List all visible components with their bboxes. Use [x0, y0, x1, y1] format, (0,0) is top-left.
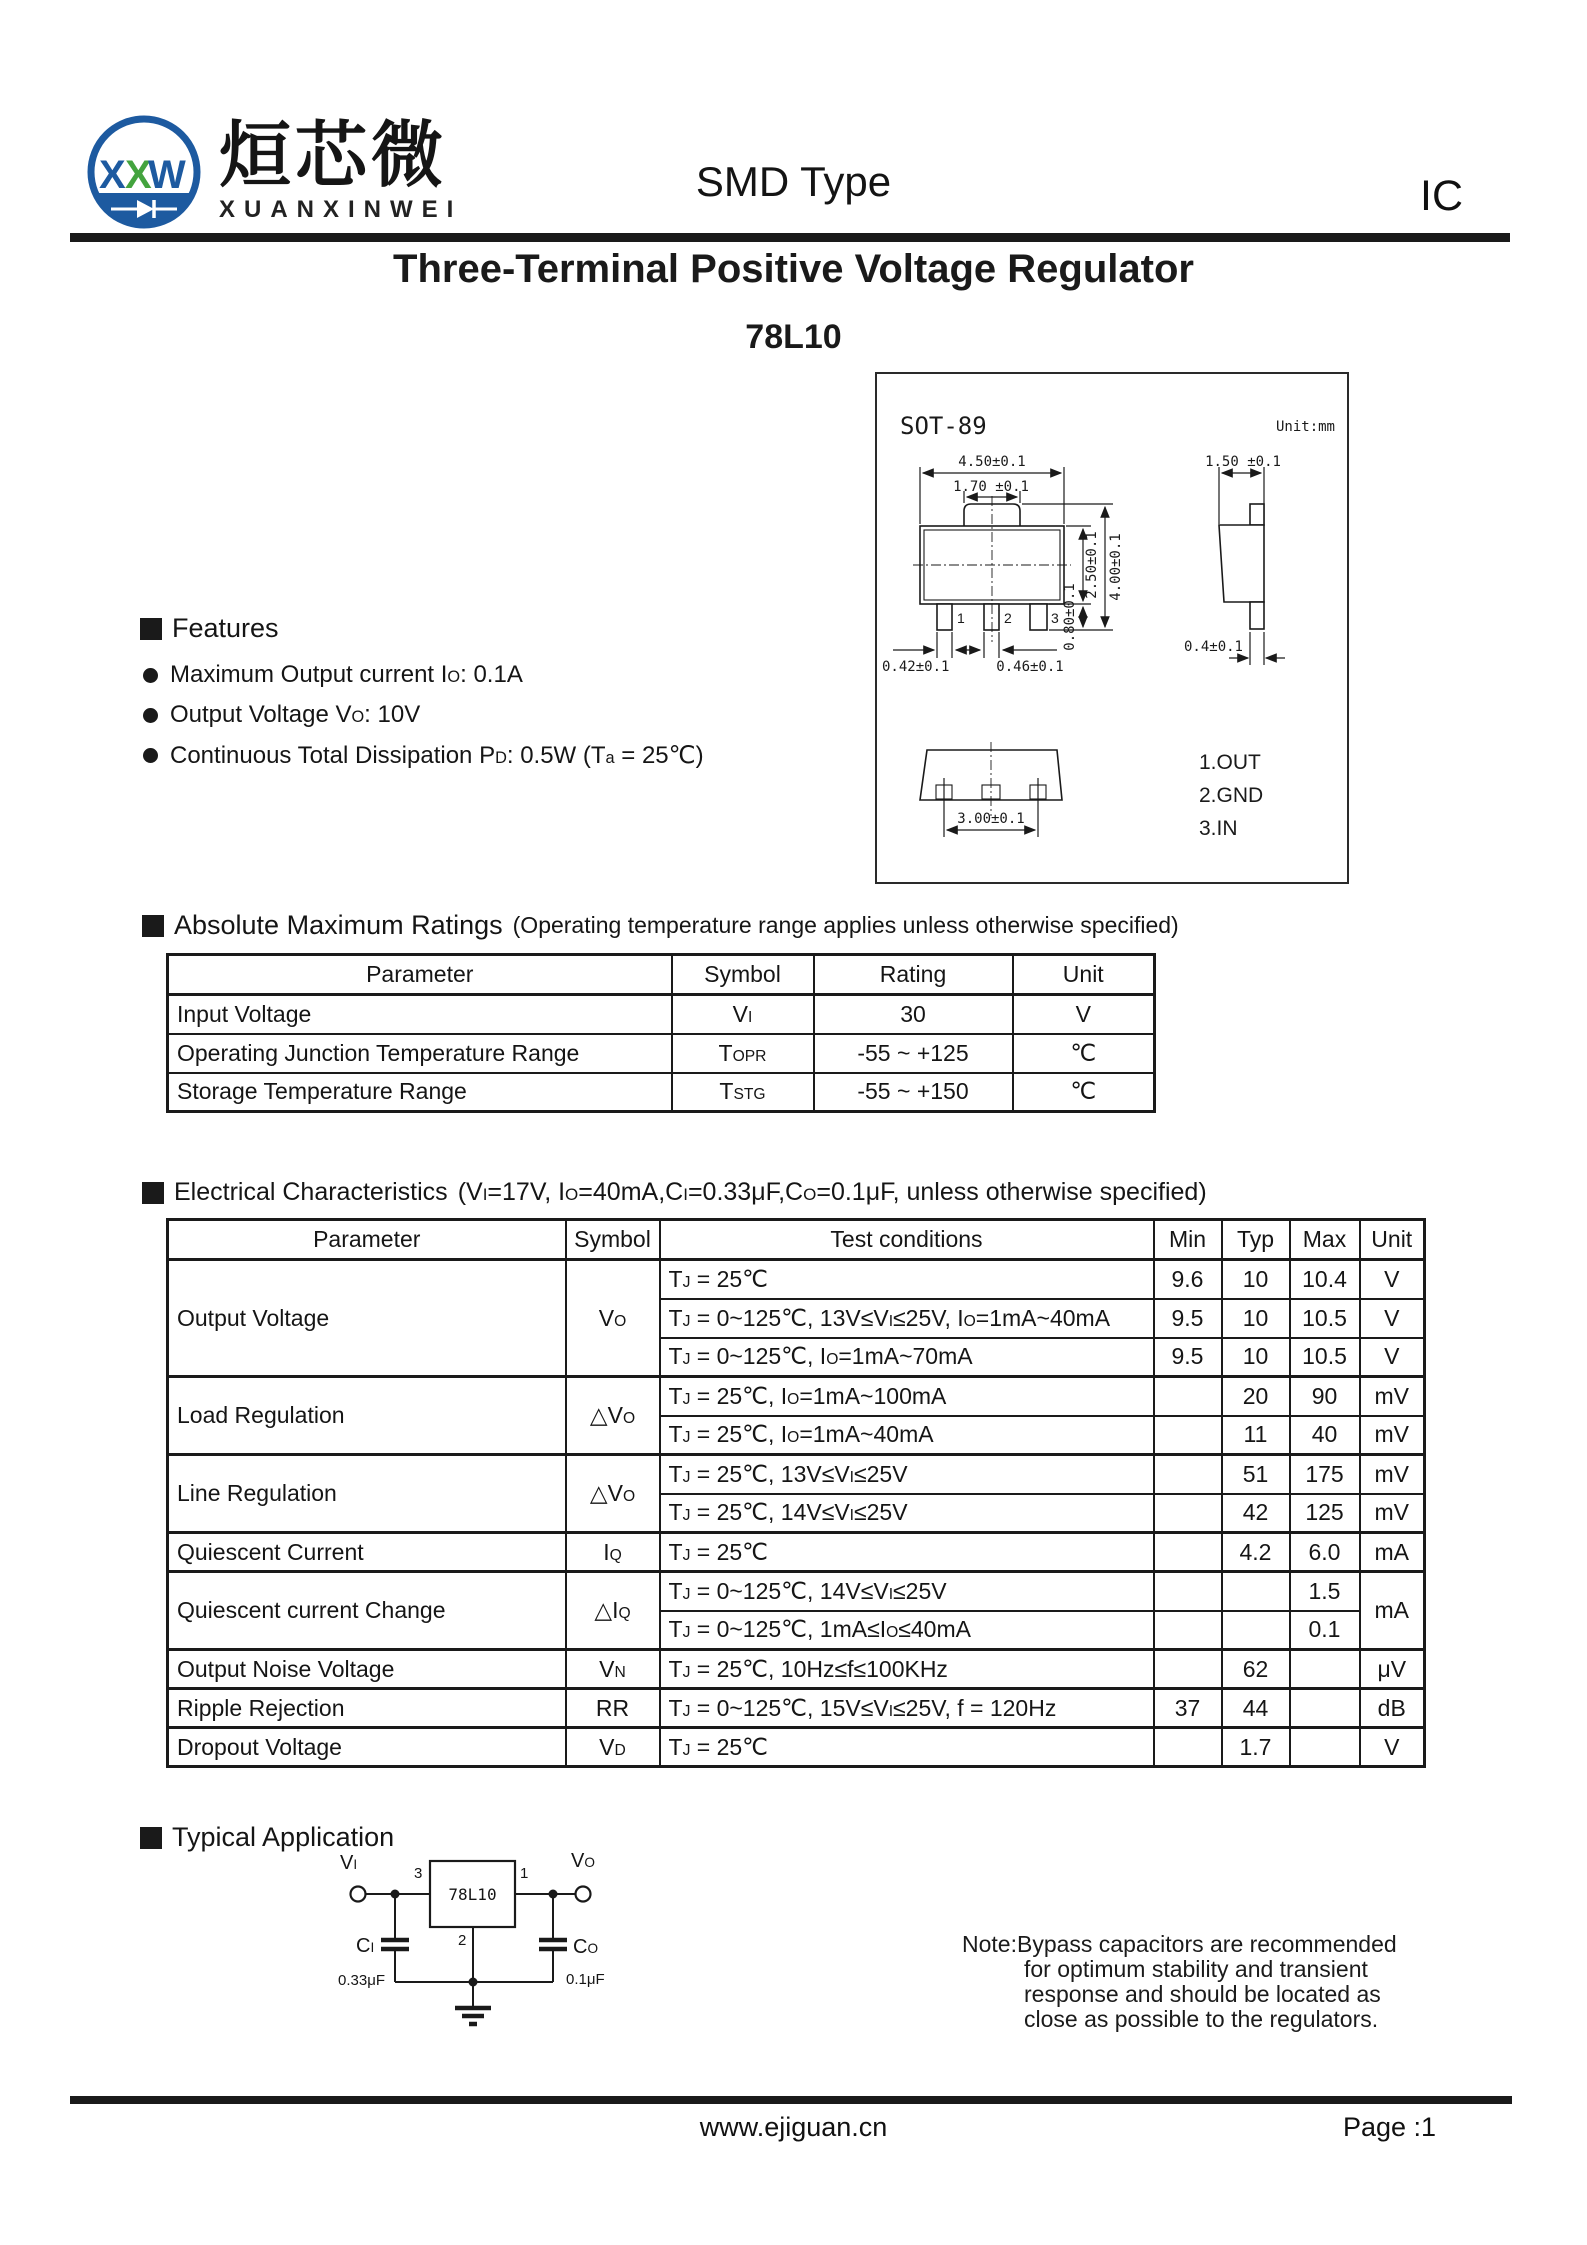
table-cell: VI	[672, 995, 814, 1034]
ground-icon	[455, 1982, 491, 2024]
column-header: Rating	[814, 955, 1013, 995]
table-cell: 1.5	[1290, 1572, 1360, 1611]
table-cell: mA	[1360, 1533, 1425, 1572]
table-cell: 0.1	[1290, 1611, 1360, 1650]
table-row	[168, 1728, 1425, 1767]
app-heading	[140, 1822, 394, 1853]
table-row	[168, 1260, 1425, 1299]
table-row	[168, 1572, 1425, 1611]
table-cell: -55 ~ +150	[814, 1073, 1013, 1112]
regulator-label: 78L10	[448, 1885, 497, 1904]
table-cell: 9.5	[1154, 1338, 1222, 1377]
amr-heading-label: Absolute Maximum Ratings	[174, 910, 503, 940]
table-cell: △VO	[566, 1377, 660, 1455]
pin-function-list	[1199, 751, 1263, 840]
table-cell: 11	[1222, 1416, 1290, 1455]
table-cell: VO	[566, 1260, 660, 1377]
dim-pin-thickness: 0.4±0.1	[1183, 639, 1243, 655]
table-cell: Line Regulation	[168, 1455, 566, 1533]
cin-value: 0.33μF	[338, 1972, 385, 1989]
feature-text: Output Voltage VO: 10V	[170, 701, 421, 728]
dim-thickness: 1.50 ±0.1	[1205, 454, 1281, 470]
page-title: Three-Terminal Positive Voltage Regulator	[393, 247, 1194, 291]
column-header: Symbol	[672, 955, 814, 995]
table-row	[168, 1533, 1425, 1572]
table-cell: V	[1360, 1728, 1425, 1767]
table-cell: V	[1013, 995, 1155, 1034]
logo-letter: X	[99, 153, 126, 197]
table-cell	[1154, 1650, 1222, 1689]
bottom-view	[920, 742, 1062, 837]
table-cell: 42	[1222, 1494, 1290, 1533]
vout-label: VO	[571, 1850, 595, 1872]
features-list	[143, 655, 704, 775]
note-line: close as possible to the regulators.	[1024, 2006, 1379, 2032]
table-cell: TJ = 0~125℃, IO=1mA~70mA	[660, 1338, 1154, 1377]
footer-website: www.ejiguan.cn	[699, 2112, 888, 2142]
table-cell: TJ = 25℃	[660, 1260, 1154, 1299]
company-name-en: XUANXINWEI	[219, 196, 463, 223]
ec-subheading: (VI=17V, IO=40mA,CI=0.33μF,CO=0.1μF, unless otherwise specified)	[457, 1178, 1207, 1206]
table-cell: V	[1360, 1338, 1425, 1377]
logo-letter: W	[148, 153, 186, 197]
bullet-icon	[143, 708, 158, 723]
table-cell: V	[1360, 1299, 1425, 1338]
note-line: response and should be located as	[1024, 1981, 1381, 2007]
table-cell: Dropout Voltage	[168, 1728, 566, 1767]
table-cell	[1222, 1572, 1290, 1611]
table-cell: TJ = 0~125℃, 13V≤VI≤25V, IO=1mA~40mA	[660, 1299, 1154, 1338]
pin-number: 2	[1004, 610, 1012, 626]
table-cell: TJ = 0~125℃, 1mA≤IO≤40mA	[660, 1611, 1154, 1650]
pin-function: 1.OUT	[1199, 751, 1261, 774]
table-row	[168, 1073, 1155, 1112]
table-cell: 37	[1154, 1689, 1222, 1728]
logo-letter: X	[125, 153, 152, 197]
table-row	[168, 1455, 1425, 1494]
table-cell: Output Voltage	[168, 1260, 566, 1377]
table-cell: TJ = 25℃	[660, 1533, 1154, 1572]
pin-number: 1	[957, 610, 965, 626]
table-cell: 125	[1290, 1494, 1360, 1533]
table-cell: 4.2	[1222, 1533, 1290, 1572]
company-name-cn: 烜芯微	[219, 116, 448, 196]
table-cell: 30	[814, 995, 1013, 1034]
amr-heading	[142, 910, 1179, 941]
column-header: Parameter	[168, 955, 672, 995]
vin-label: VI	[340, 1852, 358, 1874]
front-view	[882, 454, 1124, 675]
header-rule	[70, 233, 1510, 242]
table-cell: dB	[1360, 1689, 1425, 1728]
table-cell	[1154, 1494, 1222, 1533]
table-cell: TSTG	[672, 1073, 814, 1112]
table-cell: TJ = 0~125℃, 15V≤VI≤25V, f = 120Hz	[660, 1689, 1154, 1728]
amr-subheading: (Operating temperature range applies unless otherwise specified)	[512, 912, 1179, 938]
table-cell	[1154, 1611, 1222, 1650]
section-square-icon	[142, 915, 164, 937]
table-cell: 175	[1290, 1455, 1360, 1494]
dim-total-height: 4.00±0.1	[1108, 533, 1124, 601]
table-cell: IQ	[566, 1533, 660, 1572]
table-row	[168, 995, 1155, 1034]
dim-pin-width: 0.42±0.1	[882, 659, 950, 675]
application-circuit	[330, 1850, 630, 2042]
table-cell: mV	[1360, 1494, 1425, 1533]
dim-tab-width: 1.70 ±0.1	[953, 479, 1029, 495]
table-cell	[1154, 1572, 1222, 1611]
table-cell: Load Regulation	[168, 1377, 566, 1455]
table-cell: mA	[1360, 1572, 1425, 1650]
pin-function: 3.IN	[1199, 817, 1238, 840]
table-cell: 51	[1222, 1455, 1290, 1494]
column-header: Min	[1154, 1220, 1222, 1260]
table-cell: Storage Temperature Range	[168, 1073, 672, 1112]
table-cell: 90	[1290, 1377, 1360, 1416]
table-cell: mV	[1360, 1416, 1425, 1455]
table-cell: TJ = 25℃, 13V≤VI≤25V	[660, 1455, 1154, 1494]
application-note	[962, 1932, 1462, 2032]
cout-label: CO	[573, 1936, 599, 1958]
column-header: Max	[1290, 1220, 1360, 1260]
table-cell: TJ = 25℃, 10Hz≤f≤100KHz	[660, 1650, 1154, 1689]
table-cell: △IQ	[566, 1572, 660, 1650]
feature-item	[143, 735, 704, 775]
ec-heading	[142, 1178, 1207, 1207]
table-cell: TJ = 25℃, 14V≤VI≤25V	[660, 1494, 1154, 1533]
input-capacitor-icon	[381, 1894, 409, 1982]
section-square-icon	[140, 618, 162, 640]
unit-label: Unit:mm	[1275, 419, 1335, 435]
dim-body-height: 2.50±0.1	[1084, 531, 1100, 599]
feature-item	[143, 655, 704, 695]
table-cell: TJ = 0~125℃, 14V≤VI≤25V	[660, 1572, 1154, 1611]
table-cell: Output Noise Voltage	[168, 1650, 566, 1689]
table-cell	[1290, 1650, 1360, 1689]
dim-pin-gap: 0.46±0.1	[996, 659, 1064, 675]
table-cell: Ripple Rejection	[168, 1689, 566, 1728]
feature-text: Continuous Total Dissipation PD: 0.5W (Ta = 25℃)	[170, 741, 704, 769]
table-cell: VN	[566, 1650, 660, 1689]
table-cell	[1154, 1533, 1222, 1572]
table-cell: RR	[566, 1689, 660, 1728]
section-square-icon	[142, 1182, 164, 1204]
dim-width: 4.50±0.1	[958, 454, 1026, 470]
ec-heading-label: Electrical Characteristics	[174, 1178, 448, 1206]
category-label: IC	[1420, 172, 1463, 220]
column-header: Unit	[1360, 1220, 1425, 1260]
app-heading-label: Typical Application	[172, 1822, 395, 1852]
table-cell: Quiescent Current	[168, 1533, 566, 1572]
table-cell: 10	[1222, 1260, 1290, 1299]
bullet-icon	[143, 668, 158, 683]
dim-pin-span: 3.00±0.1	[957, 811, 1025, 827]
table-cell	[1290, 1689, 1360, 1728]
table-cell: Input Voltage	[168, 995, 672, 1034]
table-cell	[1154, 1416, 1222, 1455]
table-cell	[1222, 1611, 1290, 1650]
table-cell: -55 ~ +125	[814, 1034, 1013, 1073]
section-square-icon	[140, 1827, 162, 1849]
table-cell: mV	[1360, 1377, 1425, 1416]
table-cell: 10.5	[1290, 1338, 1360, 1377]
table-row	[168, 1650, 1425, 1689]
note-line: Note:Bypass capacitors are recommended	[962, 1931, 1397, 1957]
table-cell: TJ = 25℃, IO=1mA~100mA	[660, 1377, 1154, 1416]
package-drawing	[877, 374, 1347, 882]
table-cell	[1154, 1377, 1222, 1416]
note-line: for optimum stability and transient	[1024, 1956, 1368, 1982]
table-row	[168, 1377, 1425, 1416]
table-cell: 10.4	[1290, 1260, 1360, 1299]
table-cell: Operating Junction Temperature Range	[168, 1034, 672, 1073]
pin-in-label: 3	[414, 1865, 423, 1882]
table-header-row	[168, 955, 1155, 995]
table-cell: 9.5	[1154, 1299, 1222, 1338]
side-view	[1184, 454, 1285, 665]
table-cell: TOPR	[672, 1034, 814, 1073]
table-cell: VD	[566, 1728, 660, 1767]
table-cell: ℃	[1013, 1034, 1155, 1073]
input-terminal-icon	[351, 1887, 366, 1902]
column-header: Parameter	[168, 1220, 566, 1260]
pin-gnd-label: 2	[458, 1932, 467, 1949]
footer-page-number: Page :1	[1343, 2112, 1437, 2142]
table-cell	[1154, 1455, 1222, 1494]
table-cell	[1290, 1728, 1360, 1767]
pin-out-label: 1	[520, 1865, 529, 1882]
output-terminal-icon	[576, 1887, 591, 1902]
table-row	[168, 1034, 1155, 1073]
table-cell: 20	[1222, 1377, 1290, 1416]
column-header: Test conditions	[660, 1220, 1154, 1260]
table-cell: ℃	[1013, 1073, 1155, 1112]
package-name: SOT-89	[900, 412, 987, 440]
table-cell: TJ = 25℃	[660, 1728, 1154, 1767]
output-capacitor-icon	[539, 1894, 567, 1982]
column-header: Unit	[1013, 955, 1155, 995]
table-cell	[1154, 1728, 1222, 1767]
cin-label: CI	[356, 1935, 375, 1957]
column-header: Typ	[1222, 1220, 1290, 1260]
part-number: 78L10	[745, 318, 842, 356]
ec-table	[166, 1218, 1426, 1768]
table-cell: 62	[1222, 1650, 1290, 1689]
column-header: Symbol	[566, 1220, 660, 1260]
pin-number: 3	[1051, 610, 1059, 626]
table-cell: 6.0	[1290, 1533, 1360, 1572]
table-cell: 40	[1290, 1416, 1360, 1455]
table-cell: 10	[1222, 1338, 1290, 1377]
table-cell: μV	[1360, 1650, 1425, 1689]
feature-item	[143, 695, 704, 735]
cout-value: 0.1μF	[566, 1971, 605, 1988]
doc-type-label: SMD Type	[695, 158, 892, 205]
table-cell: V	[1360, 1260, 1425, 1299]
features-heading-label: Features	[172, 613, 279, 643]
amr-table	[166, 953, 1156, 1113]
table-cell: 10	[1222, 1299, 1290, 1338]
bullet-icon	[143, 748, 158, 763]
package-outline-panel	[875, 372, 1349, 884]
feature-text: Maximum Output current IO: 0.1A	[170, 661, 523, 688]
pin-function: 2.GND	[1199, 784, 1264, 807]
table-cell: 44	[1222, 1689, 1290, 1728]
table-cell: mV	[1360, 1455, 1425, 1494]
table-cell: Quiescent current Change	[168, 1572, 566, 1650]
features-heading	[140, 613, 279, 644]
table-row	[168, 1689, 1425, 1728]
table-header-row	[168, 1220, 1425, 1260]
table-cell: 10.5	[1290, 1299, 1360, 1338]
dim-pin-length: 0.80±0.1	[1062, 583, 1078, 651]
footer-rule	[70, 2096, 1512, 2104]
table-cell: 1.7	[1222, 1728, 1290, 1767]
table-cell: △VO	[566, 1455, 660, 1533]
table-cell: 9.6	[1154, 1260, 1222, 1299]
table-cell: TJ = 25℃, IO=1mA~40mA	[660, 1416, 1154, 1455]
